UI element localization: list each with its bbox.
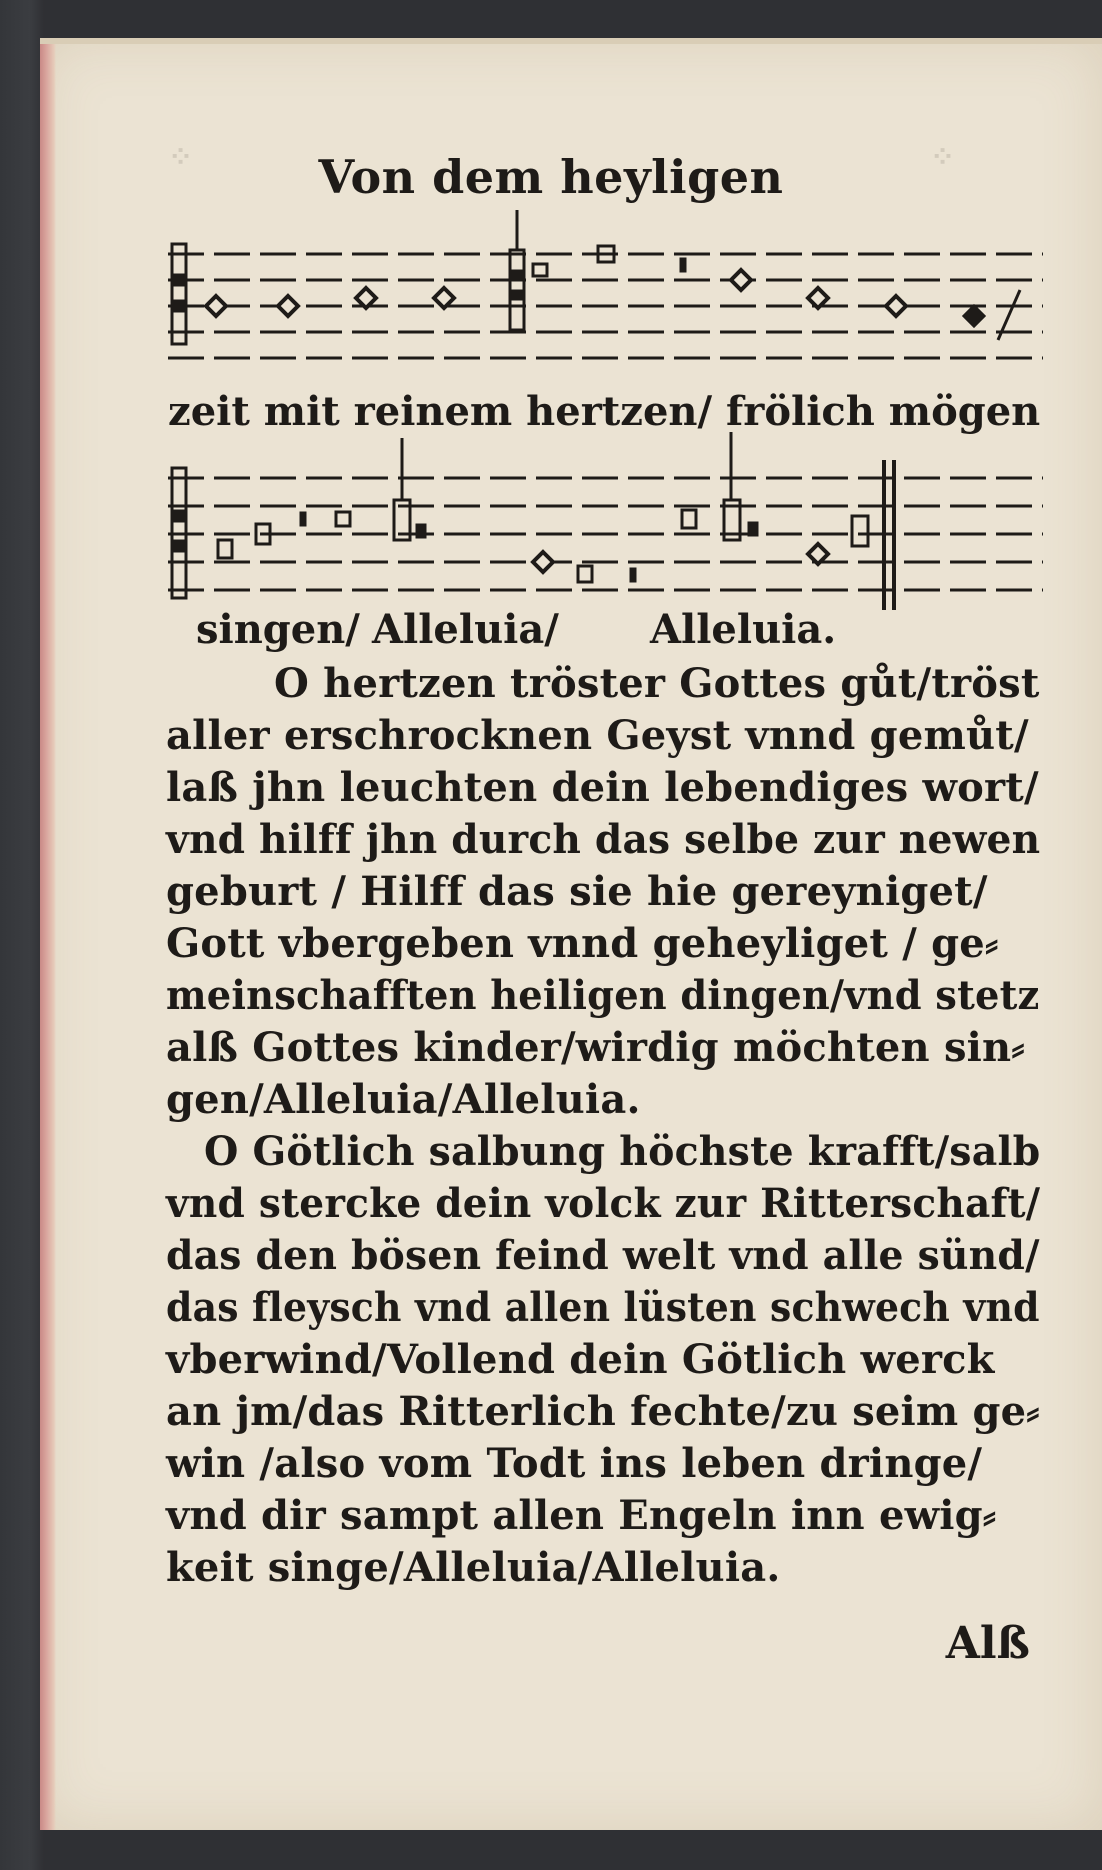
text-line: keit singe/Alleluia/Alleluia. — [166, 1544, 781, 1591]
bleed-through-mark: ⁘ — [168, 140, 194, 175]
page-top-edge — [40, 38, 1102, 44]
catchword: Alß — [945, 1618, 1030, 1669]
text-line: vberwind/Vollend dein Götlich werck — [166, 1336, 995, 1383]
text-line: gen/Alleluia/Alleluia. — [166, 1076, 641, 1123]
staff-1-lyric: zeit mit reinem hertzen/ frölich mögen — [168, 388, 1041, 435]
text-line: vnd dir sampt allen Engeln inn ewig⸗ — [166, 1492, 997, 1539]
text-line: alß Gottes kinder/wirdig möchten sin⸗ — [166, 1024, 1025, 1071]
text-line: O Götlich salbung höchste krafft/salb — [204, 1128, 1041, 1175]
running-head: Von dem heyligen — [318, 150, 784, 204]
text-line: win /also vom Todt ins leben dringe/ — [166, 1440, 983, 1487]
text-line: Gott vbergeben vnnd geheyliget / ge⸗ — [166, 920, 999, 967]
text-line: meinschafften heiligen dingen/vnd stetz — [166, 972, 1040, 1019]
staff-2-lyric-c: Alleluia. — [650, 606, 837, 653]
text-line: O hertzen tröster Gottes gůt/tröst — [274, 660, 1040, 707]
red-page-edge — [40, 38, 56, 1830]
text-line: vnd stercke dein volck zur Ritterschaft/ — [166, 1180, 1041, 1227]
text-line: das fleysch vnd allen lüsten schwech vnd — [166, 1284, 1040, 1331]
music-staff-1 — [168, 230, 1048, 370]
text-line: an jm/das Ritterlich fechte/zu seim ge⸗ — [166, 1388, 1040, 1435]
text-line: vnd hilff jhn durch das selbe zur newen — [166, 816, 1041, 863]
music-staff-2 — [168, 460, 1048, 610]
bleed-through-mark: ⁘ — [930, 140, 956, 175]
text-line: aller erschrocknen Geyst vnnd gemůt/ — [166, 712, 1029, 759]
staff-2-lyric-b: Alleluia/ — [372, 606, 559, 653]
staff-2-lyric-a: singen/ — [196, 606, 360, 653]
text-line: laß jhn leuchten dein lebendiges wort/ — [166, 764, 1039, 811]
text-line: geburt / Hilff das sie hie gereyniget/ — [166, 868, 988, 915]
text-line: das den bösen feind welt vnd alle sünd/ — [166, 1232, 1040, 1279]
